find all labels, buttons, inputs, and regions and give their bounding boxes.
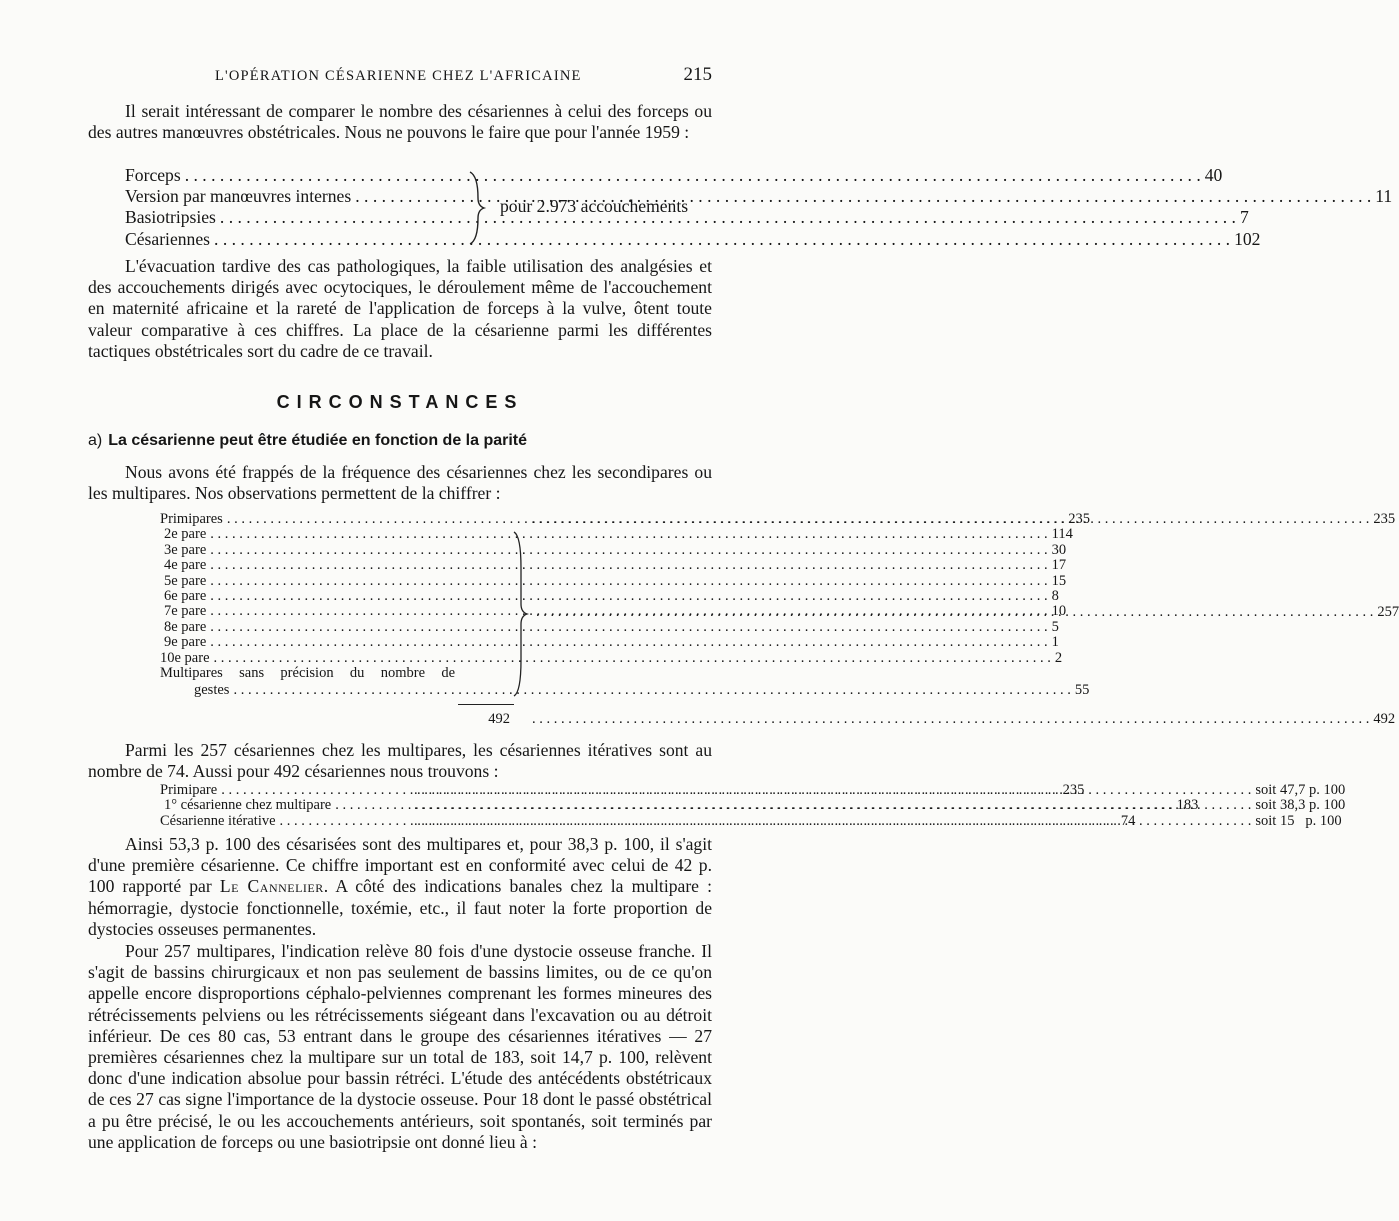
primipares-subtotal: . . . 235	[528, 512, 713, 527]
paragraph-conformite: Ainsi 53,3 p. 100 des césarisées sont des multipares et, pour 38,3 p. 100, il s'agit d'une première césarienne. Ce chiffre important est en conformité avec celui de 42 p. 100 rapporté par Le Cannelier. A côté des indications banales chez la multipare : hémorragie, dystocie fonctionnelle, toxémie, etc., il faut noter la forte proportion de dystocies osseuses permanentes.	[88, 834, 712, 939]
table-iterative	[160, 782, 1346, 829]
paragraph-parite: Nous avons été frappés de la fréquence des césariennes chez les secondipares ou les multipares. Nos observations permettent de la chiffrer :	[88, 462, 712, 504]
brace-1959	[466, 168, 488, 248]
table-row: 2e pare . . . 114	[160, 527, 510, 542]
running-header	[88, 64, 712, 88]
table-row: Primipares . . . 235	[160, 512, 510, 527]
subheading-marker: a)	[88, 432, 103, 449]
table-row: 1° césarienne chez multipare . . . 183 . . . soit 38,3 p. 100	[160, 798, 686, 813]
total-right: . . . 492	[528, 712, 713, 727]
page-number: 215	[683, 64, 712, 85]
table-row: Césarienne itérative . . . 74 . . . soit 15 p. 100	[160, 814, 686, 829]
table-row-multipares-label: Multipares sans précision du nombre de	[160, 665, 455, 682]
table-1959-note: pour 2.973 accouchements	[500, 196, 689, 216]
paragraph-intro: Il serait intéressant de comparer le nombre des césariennes à celui des forceps ou des autres manœuvres obstétricales. Nous ne pouvons le faire que pour l'année 1959 :	[88, 101, 712, 143]
section-heading: CIRCONSTANCES	[276, 392, 524, 412]
subheading	[88, 430, 527, 451]
table-row: Version par manœuvres internes . . . 11	[125, 186, 460, 207]
running-title: L'OPÉRATION CÉSARIENNE CHEZ L'AFRICAINE	[215, 68, 582, 84]
table-parite	[160, 511, 1090, 699]
paragraph-iteratives: Parmi les 257 césariennes chez les multipares, les césariennes itératives sont au nombre de 74. Aussi pour 492 césariennes nous trouvons :	[88, 740, 712, 782]
table-row: 5e pare . . . 15	[160, 574, 510, 589]
table-row: Césariennes . . . 102	[125, 229, 460, 250]
paragraph-evacuation: L'évacuation tardive des cas pathologiques, la faible utilisation des analgésies et des accouchements dirigés avec ocytociques, le déroulement même de l'accouchement en maternité africaine et la rareté de l'application de forceps à la vulve, ôtent toute valeur comparative à ces chiffres. La place de la césarienne parmi les différentes tactiques obstétricales sort du cadre de ce travail.	[88, 256, 712, 361]
table-row: Primipare . . . 235 . . . soit 47,7 p. 100	[160, 783, 686, 798]
table-row: 9e pare . . . 1	[160, 635, 510, 650]
multipares-subtotal: . . . 257	[532, 605, 713, 620]
table-row: Basiotripsies . . . 7	[125, 207, 460, 228]
author-name: Le Cannelier	[219, 876, 324, 897]
total-rule	[458, 704, 514, 705]
table-row: 4e pare . . . 17	[160, 558, 510, 573]
table-row: gestes . . . 55	[160, 683, 510, 698]
table-row: 10e pare . . . 2	[160, 651, 510, 666]
table-row: Forceps . . . 40	[125, 165, 460, 186]
table-row: 7e pare . . . 10	[160, 604, 510, 619]
table-row: 6e pare . . . 8	[160, 589, 510, 604]
total-value: 492	[488, 711, 510, 727]
subheading-text: La césarienne peut être étudiée en fonction de la parité	[108, 432, 528, 449]
table-row: 3e pare . . . 30	[160, 543, 510, 558]
table-row: 8e pare . . . 5	[160, 620, 510, 635]
paragraph-dystocie: Pour 257 multipares, l'indication relève 80 fois d'une dystocie osseuse franche. Il s'agit de bassins chirurgicaux et non pas seulement de bassins limites, ou de ce qu'on appelle encore disproportions céphalo-pelviennes comprenant les formes mineures des rétrécissements pelviens ou les rétrécissements siégeant dans l'excavation ou au détroit inférieur. De ces 80 cas, 53 entrant dans le groupe des césariennes itératives — 27 premières césariennes chez la multipare sur un total de 183, soit 14,7 p. 100, relèvent donc d'une indication absolue pour bassin rétréci. L'étude des antécédents obstétricaux de ces 27 cas signe l'importance de la dystocie osseuse. Pour 18 dont le passé obstétrical a pu être précisé, le ou les accouchements antérieurs, soit spontanés, soit terminés par une application de forceps ou une basiotripsie ont donné lieu à :	[88, 941, 712, 1152]
brace-multipares	[512, 528, 530, 698]
